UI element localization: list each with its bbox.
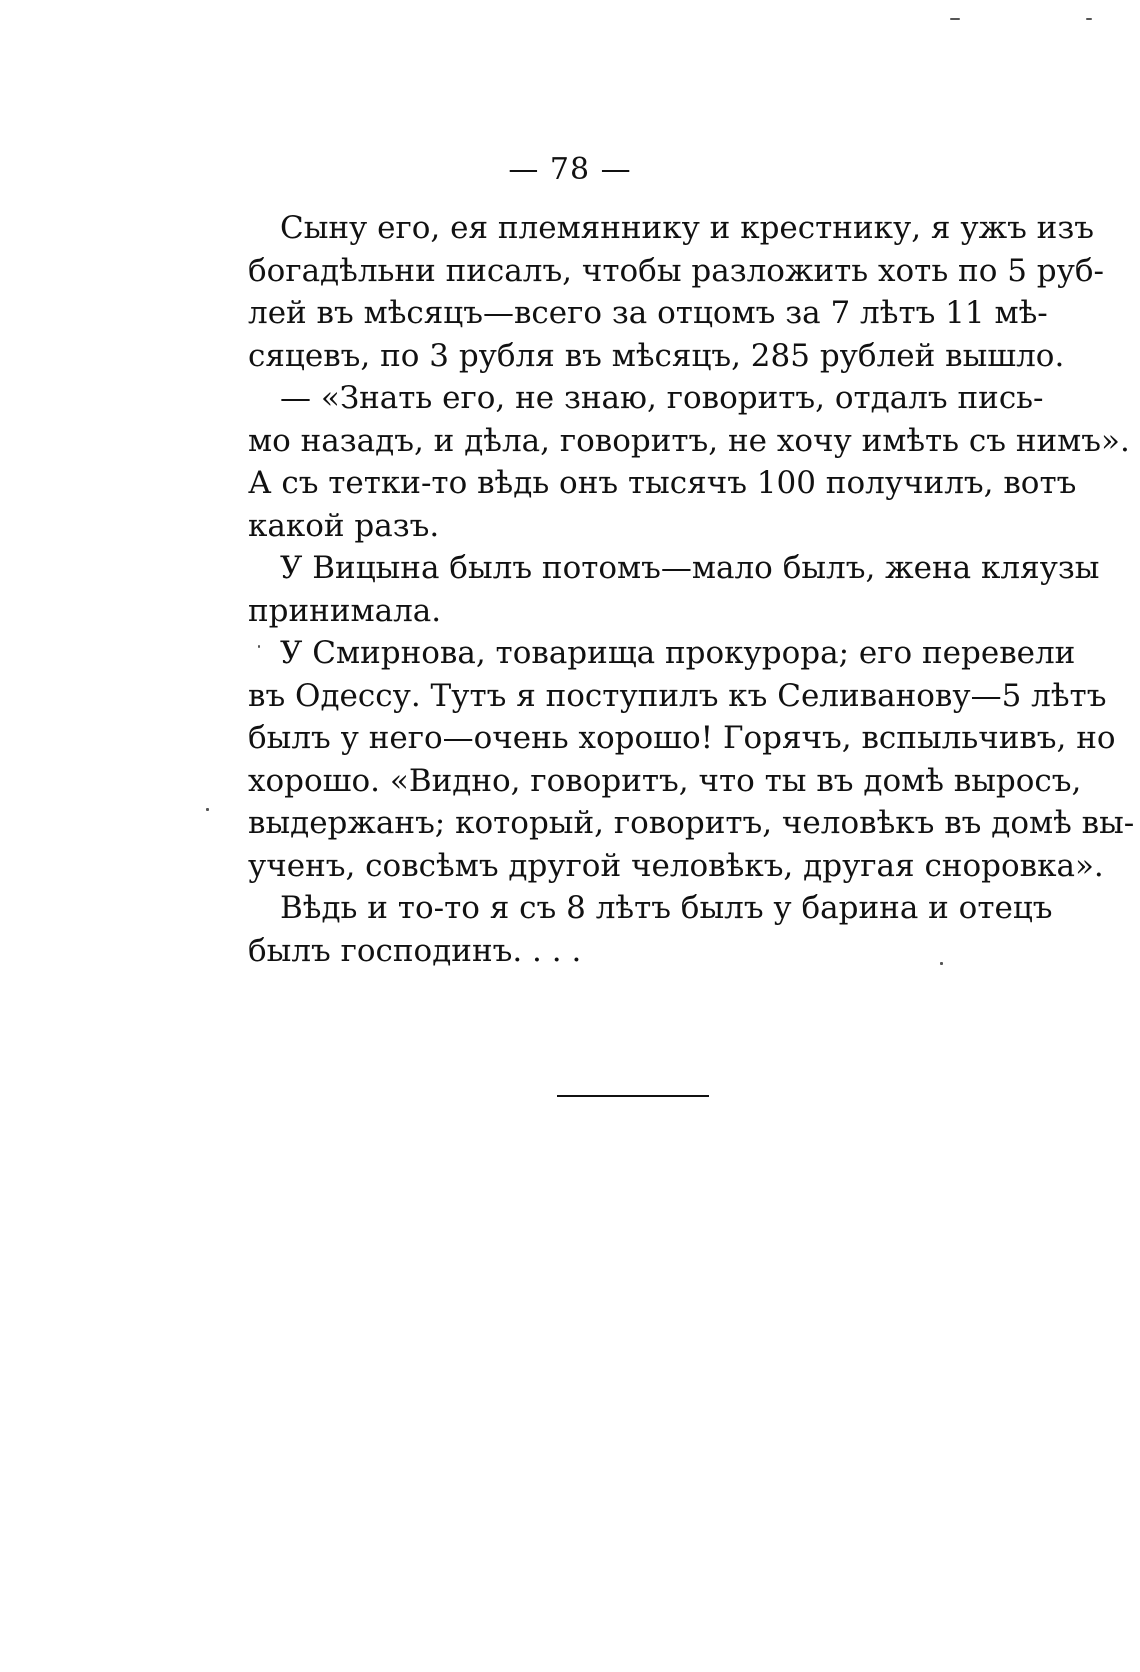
text-line: А съ тетки-то вѣдь онъ тысячъ 100 получилъ, вотъ: [248, 465, 1077, 501]
text-line: выдержанъ; который, говоритъ, человѣкъ въ домѣ вы-: [248, 805, 1135, 841]
scan-speck: [258, 645, 260, 648]
scan-speck: [206, 808, 209, 811]
text-line: Сыну его, ея племяннику и крестнику, я ужъ изъ: [280, 210, 1094, 246]
text-line: Вѣдь и то-то я съ 8 лѣтъ былъ у барина и отецъ: [280, 890, 1053, 926]
scan-speck: [940, 962, 943, 965]
text-line: хорошо. «Видно, говоритъ, что ты въ домѣ выросъ,: [248, 762, 1082, 799]
body-text: [248, 207, 1135, 972]
text-line: какой разъ.: [248, 507, 440, 544]
text-line: лей въ мѣсяцъ—всего за отцомъ за 7 лѣтъ 11 мѣ-: [248, 295, 1048, 331]
scan-speck: [950, 18, 960, 20]
page-number: — 78 —: [508, 152, 632, 187]
end-separator-rule: [557, 1095, 709, 1097]
text-line: былъ у него—очень хорошо! Горячъ, вспыльчивъ, но: [248, 720, 1116, 756]
text-line: — «Знать его, не знаю, говоритъ, отдалъ пись-: [280, 380, 1044, 416]
text-line: ученъ, совсѣмъ другой человѣкъ, другая сноровка».: [248, 847, 1104, 884]
text-line: мо назадъ, и дѣла, говоритъ, не хочу имѣть съ нимъ».: [248, 422, 1130, 459]
text-line: сяцевъ, по 3 рубля въ мѣсяцъ, 285 рублей вышло.: [248, 337, 1065, 374]
scan-speck: [1086, 18, 1092, 20]
text-line: былъ господинъ. . . .: [248, 932, 582, 969]
text-line: У Вицына былъ потомъ—мало былъ, жена кляузы: [280, 550, 1100, 586]
text-line: богадѣльни писалъ, чтобы разложить хоть по 5 руб-: [248, 252, 1105, 289]
text-line: У Смирнова, товарища прокурора; его перевели: [280, 635, 1076, 671]
text-line: въ Одессу. Тутъ я поступилъ къ Селиванову—5 лѣтъ: [248, 677, 1107, 714]
text-line: принимала.: [248, 592, 442, 629]
